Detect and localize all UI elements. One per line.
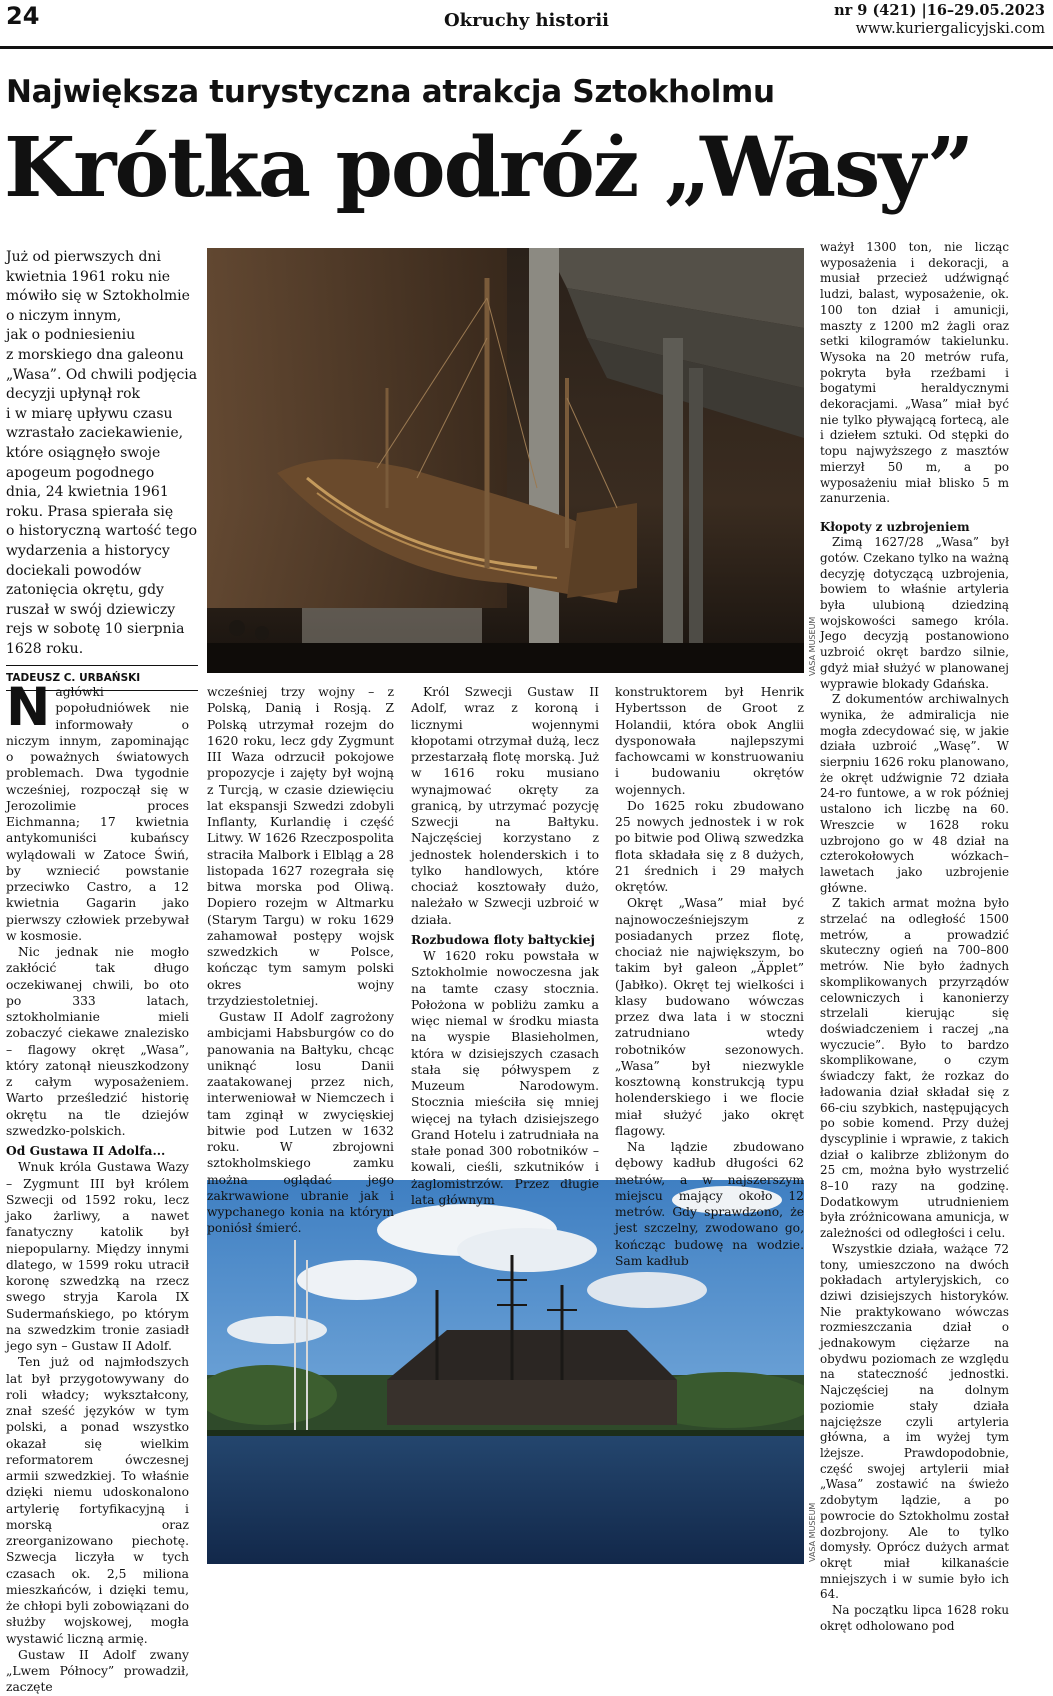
paragraph: Z takich armat można było strzelać na odległość 1500 metrów, a prowadzić skuteczny ogień na 700–800 metrów. Nie było żadnych skomplikowanych przyrządów celowniczych i kanonierzy strzelali kierując się doświadczeniem i raczej „na wyczucie”. Było to bardzo skomplikowane, o czym świadczy fakt, że rozkaz do ładowania dział składał się z 66-ciu szybkich, następujących po sobie komend. Przy dużej dyscyplinie i wprawie, z takich dział o kalibrze zbliżonym do 25 cm, można było wystrzelić 8–10 razy na godzinę. Dodatkowym utrudnieniem była zróżnicowana amunicja, w zależności od odległości i celu. <box>820 896 1009 1241</box>
drop-cap: N <box>6 677 51 738</box>
article-kicker: Największa turystyczna atrakcja Sztokholmu <box>6 74 775 110</box>
article-column-3 <box>411 684 599 1208</box>
paragraph: Nic jednak nie mogło zakłócić tak długo oczekiwanej chwili, bo oto po 333 latach, sztokholmianie mieli zobaczyć ciekawe znalezisko – flagowy okręt „Wasa”, który zatonął nieuszkodzony z całym wyposażeniem. Warto prześledzić historię okrętu na tle dziejów szwedzko-polskich. <box>6 945 189 1138</box>
paragraph: Król Szwecji Gustaw II Adolf, wraz z koroną i licznymi wojennymi kłopotami otrzymał dużą, lecz przestarzałą flotę morską. Już w 1616 roku musiano wynajmować okręty za granicą, by utrzymać pozycję Szwecji na Bałtyku. Najczęściej korzystano z jednostek holenderskich i to tylko handlowych, które chociaż kosztowały dużo, należało w Szwecji uzbroić w działa. <box>411 685 599 927</box>
paragraph: Okręt „Wasa” miał być najnowocześniejszym z posiadanych przez flotę, chociaż nie największym, bo takim był galeon „Äpplet” (Jabłko). Okręt tej wielkości i klasy budowano wówczas przez dwa lata i w stoczni zatrudniano wtedy robotników sezonowych. „Wasa” był niezwykle kosztowną konstrukcją typu holenderskiego i we flocie miał służyć jako okręt flagowy. <box>615 896 804 1138</box>
lead-divider <box>6 665 198 666</box>
paragraph: Wszystkie działa, ważące 72 tony, umieszczono na dwóch pokładach artyleryjskich, co dziwi dzisiejszych historyków. Nie praktykowano wówczas rozmieszczania dział o jednakowym ciężarze na obydwu poziomach ze względu na stateczność jednostki. Najczęściej na dolnym poziomie stały działa najcięższe czyli artyleria główna, a im wyżej tym lżejsze. Prawdopodobnie, część swojej artylerii miał „Wasa” zostawić na świeżo zdobytym lądzie, a po powrocie do Sztokholmu został dozbrojony. Ale to tylko domysły. Oprócz dużych armat okręt miał kilkanaście mniejszych i w sumie było ich 64. <box>820 1241 1009 1602</box>
paragraph: Wnuk króla Gustawa Wazy – Zygmunt III był królem Szwecji od 1592 roku, lecz jako żarliwy, a nawet fanatyczny katolik był niepopularny. Między innymi dlatego, w 1599 roku utracił koronę szwedzką na rzecz swego stryja Karola IX Sudermańskiego, po którym na szwedzkim tronie zasiadł jego syn – Gustaw II Adolf. <box>6 1160 189 1353</box>
paragraph: Ten już od najmłodszych lat był przygotowywany do roli władcy; wykształcony, znał sześć języków w tym polski, a ponad wszystko okazał się wielkim reformatorem ówczesnej armii szwedzkiej. To właśnie dzięki niemu udoskonalono artylerię fortyfikacyjną i morską oraz zreorganizowano piechotę. Szwecja liczyła w tych czasach ok. 2,5 miliona mieszkańców, i dzięki temu, że chłopi byli zobowiązani do służby wojskowej, mogła wystawić liczną armię. <box>6 1355 189 1646</box>
author-byline: TADEUSZ C. URBAŃSKI <box>6 672 141 684</box>
website-link[interactable]: www.kuriergalicyjski.com <box>855 21 1045 37</box>
issue-info <box>834 1 1045 39</box>
museum-interior-image <box>207 248 804 673</box>
paragraph: Na początku lipca 1628 roku okręt odholowano pod <box>820 1603 1009 1633</box>
photo-credit-bottom: VASA MUSEUM <box>808 1502 817 1562</box>
paragraph: Gustaw II Adolf zagrożony ambicjami Habsburgów co do panowania na Bałtyku, chcąc uniknąć losu Danii zaatakowanej przez nich, interweniował w Niemczech i tam zginął w zwycięskiej bitwie pod Lutzen w 1632 roku. W zbrojowni sztokholmskiego zamku można oglądać jego zakrwawione ubranie jak i wypchanego konia na którym poniósł śmierć. <box>207 1010 394 1236</box>
article-headline: Krótka podróż „Wasy” <box>4 120 973 216</box>
article-lead: Już od pierwszych dni kwietnia 1961 roku nie mówiło się w Sztokholmie o niczym innym, jak o podniesieniu z morskiego dna galeonu „Wasa”. Od chwili podjęcia decyzji upłynął rok i w miarę upływu czasu wzrastało zaciekawienie, które osiągnęło swoje apogeum pogodnego dnia, 24 kwietnia 1961 roku. Prasa spierała się o historyczną wartość tego wydarzenia a historycy dociekali powodów zatonięcia okrętu, gdy ruszał w swój dziewiczy rejs w sobotę 10 sierpnia 1628 roku. <box>6 249 198 657</box>
article-column-4 <box>615 684 804 1269</box>
paragraph: Zimą 1627/28 „Wasa” był gotów. Czekano tylko na ważną decyzję dotyczącą uzbrojenia, bowiem to właśnie artyleria była ulubioną dziedziną wojskowości samego króla. Jego decyzją postanowiono uzbroić okręt bardzo silnie, gdyż miał służyć w planowanej wyprawie blokady Gdańska. <box>820 535 1009 691</box>
paragraph: Do 1625 roku zbudowano 25 nowych jednostek i w rok po bitwie pod Oliwą szwedzka flota składała się z 8 dużych, 21 średnich i 29 małych okrętów. <box>615 798 804 894</box>
masthead <box>0 0 1053 49</box>
article-column-2 <box>207 684 394 1237</box>
paragraph: Gustaw II Adolf zwany „Lwem Północy” prowadził, zaczęte <box>6 1647 189 1695</box>
subheading: Od Gustawa II Adolfa... <box>6 1143 166 1158</box>
page-number: 24 <box>6 2 40 30</box>
paragraph: ważył 1300 ton, nie licząc wyposażenia i dekoracji, a musiał przecież udźwignąć ludzi, balast, wyposażenie, ok. 100 ton dział i amunicji, maszty z 1200 m2 żagli oraz setki kilogramów takielunku. Wysoka na 20 metrów rufa, pokryta była rzeźbami i bogatymi heraldycznymi dekoracjami. „Wasa” miał być nie tylko pływającą fortecą, ale i dziełem sztuki. Od stępki do topu najwyższego z masztów mierzył 50 m, a po wyposażeniu miał blisko 5 m zanurzenia. <box>820 240 1009 506</box>
issue-number: nr 9 (421) |16–29.05.2023 <box>834 2 1045 19</box>
paragraph: W 1620 roku powstała w Sztokholmie nowoczesna jak na tamte czasy stocznia. Położona w pobliżu zamku a więc niemal w środku miasta na wyspie Blasieholmen, która w dzisiejszych czasach stała się półwyspem z Muzeum Narodowym. Stocznia mieściła się mniej więcej na tyłach dzisiejszego Grand Hotelu i zatrudniała na stałe ponad 300 robotników – kowali, cieśli, szkutników i żaglomistrzów. Przez długie lata głównym <box>411 949 599 1207</box>
opening-paragraph: Nagłówki popołudniówek nie informowały o niczym innym, zapominając o poważnych światowych problemach. Dwa tygodnie wcześniej, rozpoczął się w Jerozolimie proces Eichmanna; 17 kwietnia antykomuniści kubańscy wylądowali w Zatoce Świń, by wzniecić powstanie przeciwko Castro, a 12 kwietnia Gagarin jako pierwszy człowiek przebywał w kosmosie. <box>6 677 189 943</box>
paragraph: wcześniej trzy wojny – z Polską, Danią i Rosją. Z Polską utrzymał rozejm do 1620 roku, lecz gdy Zygmunt III Waza odrzucił pokojowe propozycje i zajęty był wojną z Turcją, w czasie dziewięciu lat ekspansji Szwedzi zdobyli Inflanty, Kurlandię i część Litwy. W 1626 Rzeczpospolita straciła Malbork i Elbląg a 28 listopada 1627 rozegrała się bitwa morska pod Oliwą. Dopiero rozejm w Altmarku (Starym Targu) w roku 1629 zahamował postępy wojsk szwedzkich w Polsce, kończąc tym samym polski okres wojny trzydziestoletniej. <box>207 685 394 1008</box>
subheading: Kłopoty z uzbrojeniem <box>820 519 970 534</box>
article-column-5 <box>820 240 1009 1634</box>
subheading: Rozbudowa floty bałtyckiej <box>411 931 595 947</box>
paragraph: Z dokumentów archiwalnych wynika, że admiralicja nie mogła zdecydować się, w jakie działa uzbroić „Wasę”. W sierpniu 1626 roku planowano, że okręt udźwignie 72 działa 24-ro funtowe, a w rok później ustalono ich liczbę na 60. Wreszcie w 1628 roku uzbrojono go w 48 dział na czterokołowych wózkach–lawetach jako uzbrojenie główne. <box>820 692 1009 895</box>
paragraph: Na lądzie zbudowano dębowy kadłub długości 62 metrów, a w najszerszym miejscu mający około 12 metrów. Gdy sprawdzono, że jest szczelny, zwodowano go, kończąc budowę na wodzie. Sam kadłub <box>615 1140 804 1268</box>
photo-credit-top: VASA MUSEUM <box>808 616 817 676</box>
paragraph: konstruktorem był Henrik Hybertsson de Groot z Holandii, która obok Anglii dysponowała najlepszymi fachowcami w konstruowaniu i budowaniu okrętów wojennych. <box>615 685 804 797</box>
museum-interior-photo <box>207 248 804 673</box>
section-title: Okruchy historii <box>443 10 610 31</box>
